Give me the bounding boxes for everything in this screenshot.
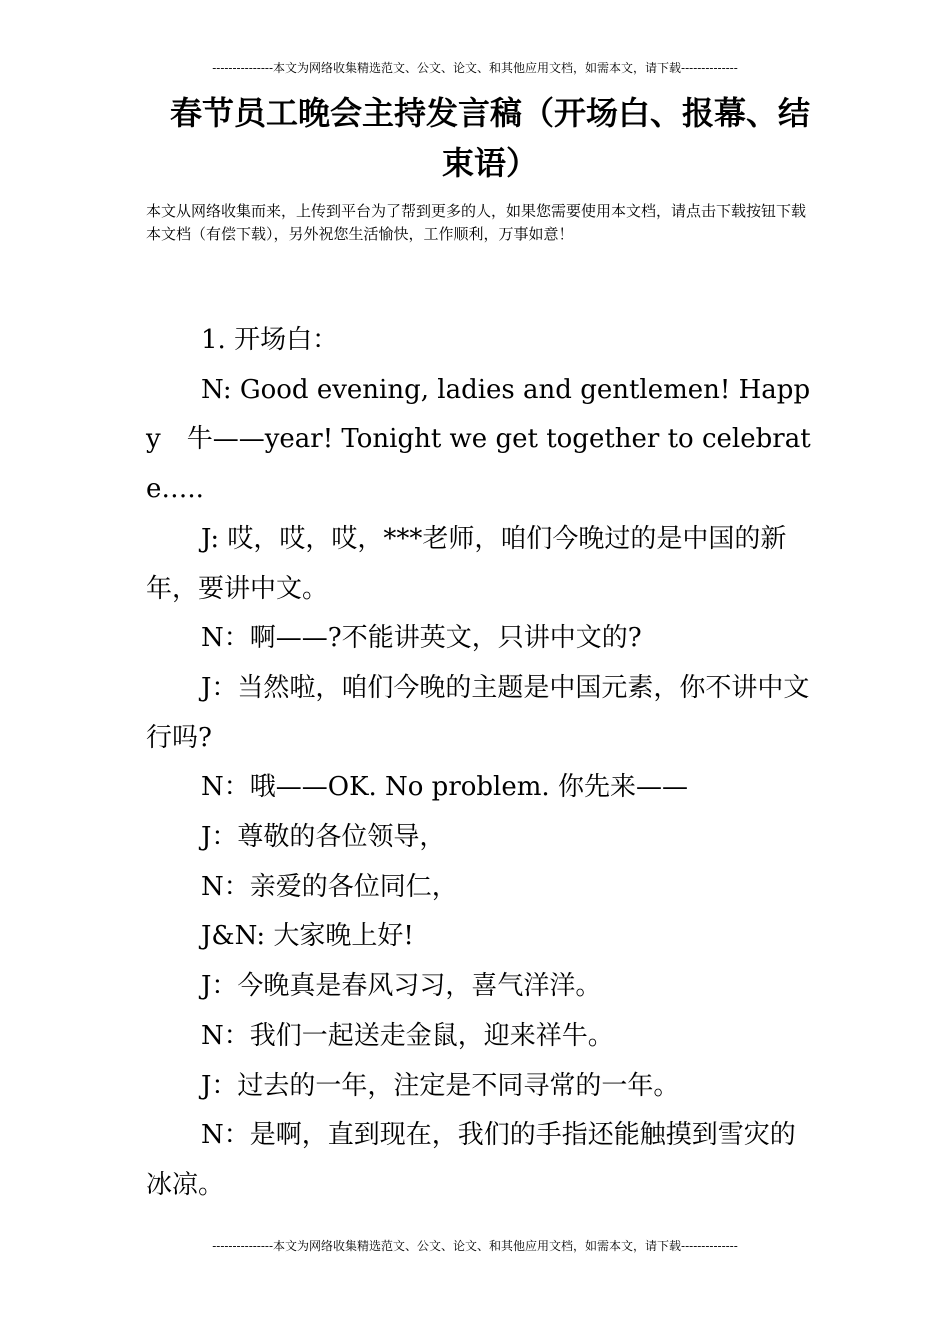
intro-note: 本文从网络收集而来，上传到平台为了帮到更多的人，如果您需要使用本文档，请点击下载按钮下载本文档（有偿下载），另外祝您生活愉快，工作顺利，万事如意！ (146, 202, 807, 243)
paragraph: N：亲爱的各位同仁， (201, 871, 458, 902)
paragraph: N：我们一起送走金鼠，迎来祥牛。 (201, 1020, 614, 1051)
paragraph: J&N: 大家晚上好! (201, 921, 414, 952)
paragraph: J：过去的一年，注定是不同寻常的一年。 (201, 1070, 680, 1101)
paragraph: N：是啊，直到现在，我们的手指还能触摸到雪灾的冰凉。 (146, 1120, 796, 1200)
header-banner: ---------------本文为网络收集精选范文、公文、论文、和其他应用文档，如需本文，请下载-------------- (212, 61, 738, 75)
document-title: 春节员工晚会主持发言稿（开场白、报幕、结束语） (169, 94, 810, 182)
paragraph: N：啊——?不能讲英文，只讲中文的? (201, 623, 642, 654)
document-body (146, 316, 816, 1211)
paragraph: J: 哎，哎，哎，***老师，咱们今晚过的是中国的新年，要讲中文。 (146, 523, 787, 604)
paragraph: N: Good evening, ladies and gentlemen! Happy 牛——year! Tonight we get together to celebrate….. (146, 374, 811, 505)
footer-banner: ---------------本文为网络收集精选范文、公文、论文、和其他应用文档，如需本文，请下载-------------- (212, 1239, 738, 1253)
paragraph: J：今晚真是春风习习，喜气洋洋。 (201, 971, 602, 1002)
paragraph: J：尊敬的各位领导， (201, 822, 446, 853)
paragraph: 1. 开场白： (201, 325, 339, 355)
paragraph: N：哦——OK. No problem. 你先来—— (201, 772, 688, 803)
paragraph: J：当然啦，咱们今晚的主题是中国元素，你不讲中文行吗? (146, 672, 810, 753)
